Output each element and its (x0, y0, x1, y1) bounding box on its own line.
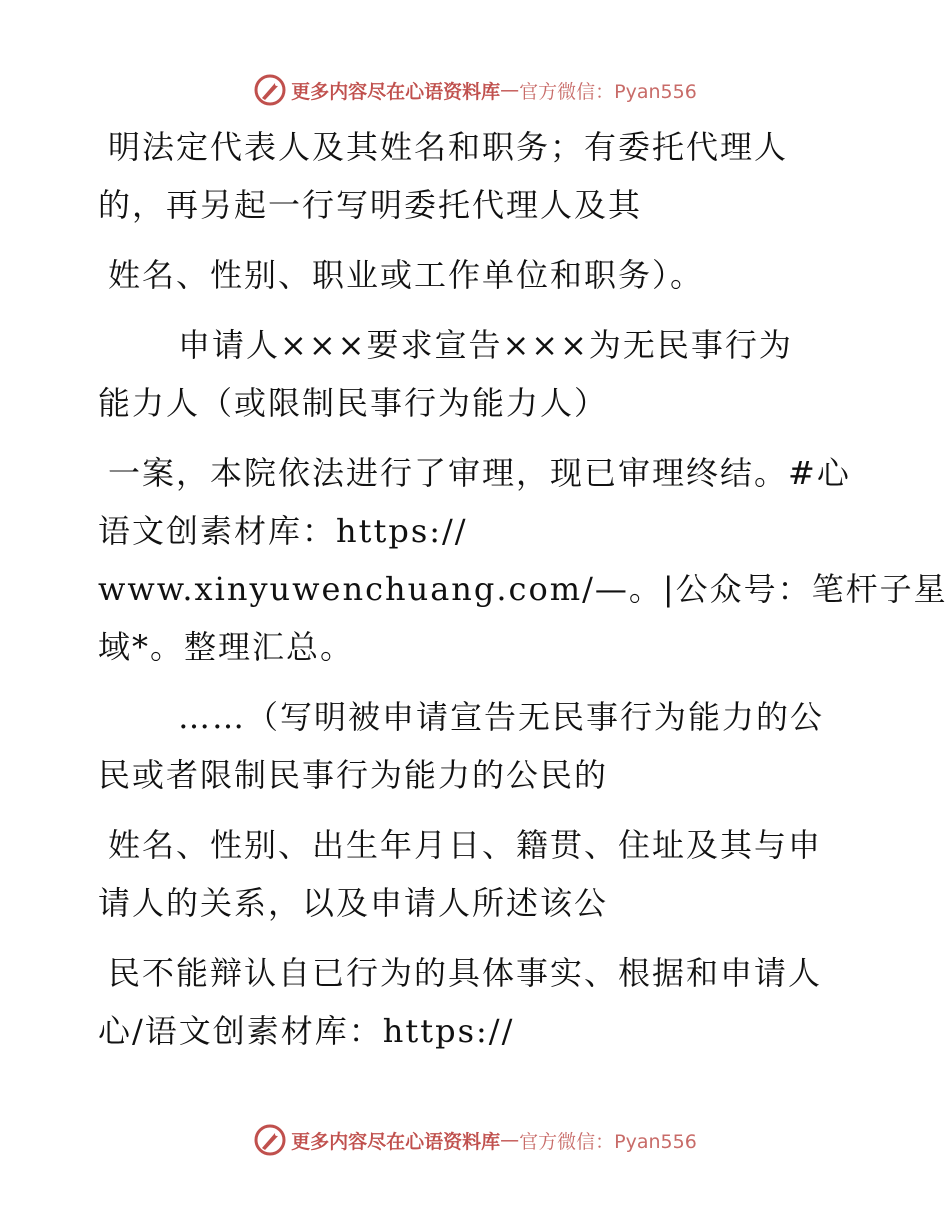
banner-dash: — (500, 79, 520, 101)
text-line: 心/语文创素材库：https:// (98, 1012, 515, 1050)
banner-wechat-text: 官方微信：Pyan556 (519, 80, 697, 103)
banner-lead-text: 更多内容尽在心语资料库 (291, 80, 501, 103)
pen-logo-icon (253, 1123, 287, 1157)
footer-banner (0, 1120, 950, 1160)
text-line: 姓名、性别、出生年月日、籍贯、住址及其与申 (108, 826, 823, 864)
text-line: 姓名、性别、职业或工作单位和职务）。 (108, 256, 705, 294)
text-line: 语文创素材库：https:// (98, 512, 468, 550)
text-line: 的，再另起一行写明委托代理人及其 (98, 186, 643, 224)
paragraph (98, 316, 858, 432)
paragraph (98, 246, 858, 304)
text-line: 请人的关系，以及申请人所述该公 (98, 884, 609, 922)
text-line: 民不能辩认自已行为的具体事实、根据和申请人 (108, 954, 823, 992)
text-line: 明法定代表人及其姓名和职务；有委托代理人 (108, 128, 789, 166)
text-line: ……（写明被申请宣告无民事行为能力的公 (178, 698, 825, 736)
banner-wechat-text: 官方微信：Pyan556 (519, 1130, 697, 1153)
paragraph (98, 118, 858, 234)
header-banner (0, 70, 950, 110)
paragraph (98, 688, 858, 804)
banner-lead-text: 更多内容尽在心语资料库 (291, 1130, 501, 1153)
text-line: 民或者限制民事行为能力的公民的 (98, 756, 609, 794)
paragraph (98, 444, 948, 676)
document-body (98, 118, 948, 1060)
text-line: 能力人（或限制民事行为能力人） (98, 384, 609, 422)
text-line: 域*。整理汇总。 (98, 628, 355, 666)
pen-logo-icon (253, 73, 287, 107)
banner-dash: — (500, 1129, 520, 1151)
paragraph (98, 816, 858, 932)
paragraph (98, 944, 858, 1060)
text-line: 申请人×××要求宣告×××为无民事行为 (178, 326, 793, 364)
text-line: 一案，本院依法进行了审理，现已审理终结。#心 (108, 454, 851, 492)
text-line: www.xinyuwenchuang.com/—。|公众号：笔杆子星 (98, 570, 948, 608)
